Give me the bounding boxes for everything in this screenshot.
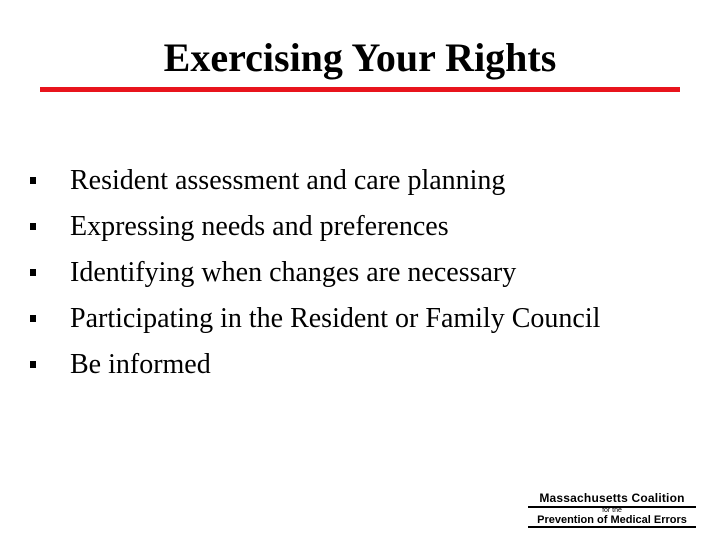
square-bullet-icon [30, 223, 36, 230]
bullet-text: Be informed [70, 349, 211, 380]
organization-logo [528, 492, 696, 528]
logo-line-organization: Massachusetts Coalition [539, 491, 685, 505]
logo-divider-bottom [528, 526, 696, 528]
bullet-text: Participating in the Resident or Family Council [70, 303, 601, 334]
square-bullet-icon [30, 269, 36, 276]
list-item [30, 158, 700, 204]
square-bullet-icon [30, 315, 36, 322]
list-item [30, 250, 700, 296]
list-item [30, 204, 700, 250]
bullet-text: Resident assessment and care planning [70, 165, 506, 196]
square-bullet-icon [30, 361, 36, 368]
slide-title: Exercising Your Rights [163, 35, 557, 80]
logo-line-mission: Prevention of Medical Errors [537, 514, 687, 526]
list-item [30, 296, 700, 342]
list-item [30, 342, 700, 388]
bullet-text: Expressing needs and preferences [70, 211, 449, 242]
bullet-text: Identifying when changes are necessary [70, 257, 517, 288]
square-bullet-icon [30, 177, 36, 184]
title-underline [40, 87, 680, 92]
logo-line-connector: for the [602, 507, 622, 514]
bullet-list [30, 158, 700, 388]
